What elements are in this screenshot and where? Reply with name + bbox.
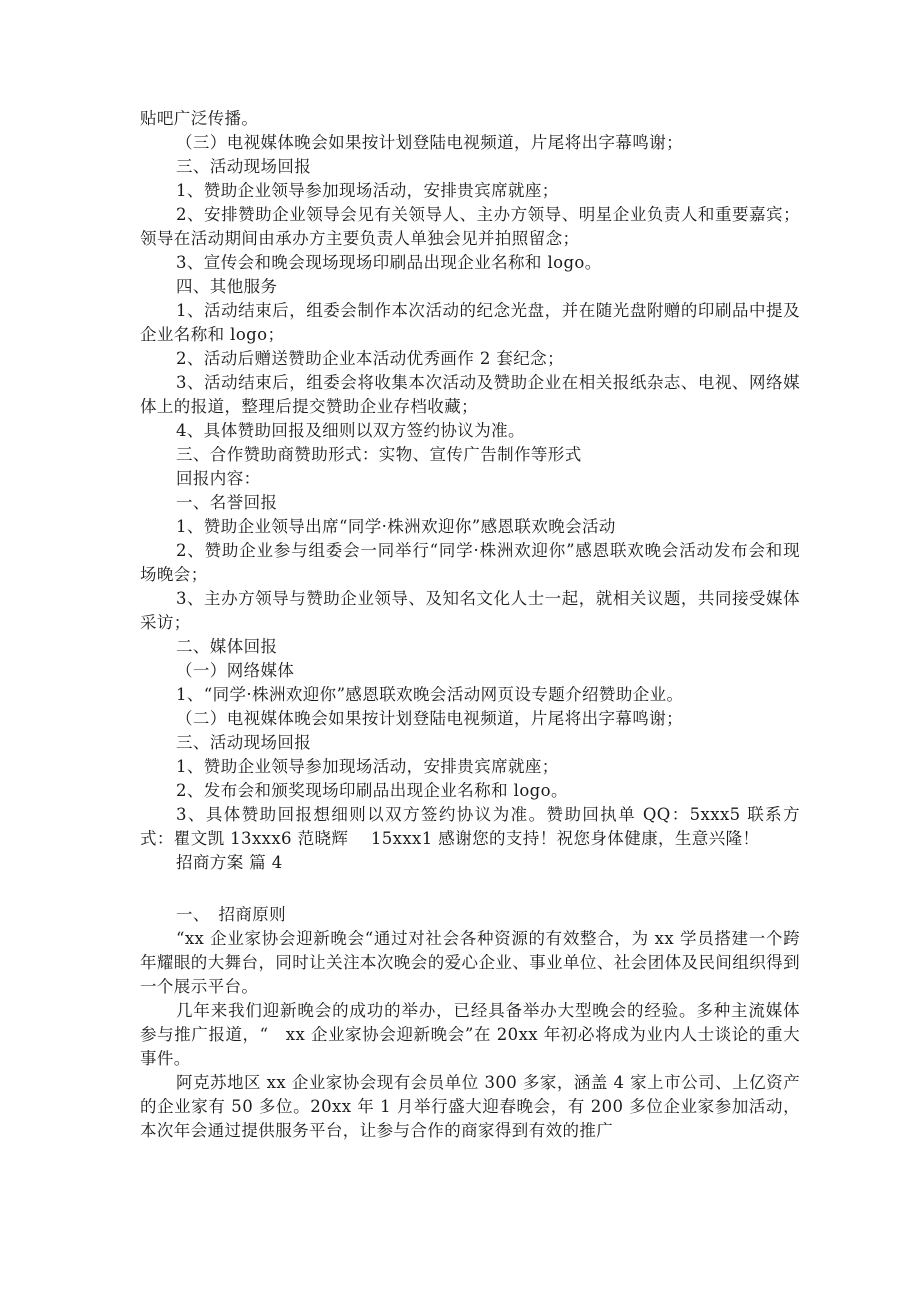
section-heading: 二、媒体回报: [176, 637, 278, 656]
section-heading: 三、活动现场回报: [176, 157, 312, 176]
section-heading: 四、其他服务: [176, 277, 278, 296]
paragraph: 1、赞助企业领导参加现场活动，安排贵宾席就座；: [176, 757, 559, 776]
paragraph: “xx 企业家协会迎新晚会“通过对社会各种资源的有效整合，为 xx 学员搭建一个跨年耀眼的大舞台，同时让关注本次晚会的爱心企业、事业单位、社会团体及民间组织得到一个展示平台。: [140, 929, 800, 996]
paragraph: （三）电视媒体晚会如果按计划登陆电视频道，片尾将出字幕鸣谢；: [176, 133, 683, 152]
section-heading: 三、活动现场回报: [176, 733, 312, 752]
paragraph: 1、“同学·株洲欢迎你”感恩联欢晚会活动网页设专题介绍赞助企业。: [176, 685, 684, 704]
paragraph: 3、具体赞助回报想细则以双方签约协议为准。赞助回执单 QQ：5xxx5 联系方式：瞿文凯 13xxx6 范晓辉 15xxx1 感谢您的支持！祝您身体健康，生意兴隆！: [140, 805, 800, 848]
paragraph: 几年来我们迎新晚会的成功的举办，已经具备举办大型晚会的经验。多种主流媒体参与推广报道，“ xx 企业家协会迎新晚会”在 20xx 年初必将成为业内人士谈论的重大事件。: [140, 1001, 800, 1068]
section-heading: 三、合作赞助商赞助形式：实物、宣传广告制作等形式: [176, 445, 582, 464]
paragraph: 2、安排赞助企业领导会见有关领导人、主办方领导、明星企业负责人和重要嘉宾；领导在活动期间由承办方主要负责人单独会见并拍照留念；: [140, 205, 800, 248]
paragraph: 2、赞助企业参与组委会一同举行“同学·株洲欢迎你”感恩联欢晚会活动发布会和现场晚会；: [140, 541, 800, 584]
chapter-title: 招商方案 篇 4: [176, 853, 283, 872]
paragraph: 1、活动结束后，组委会制作本次活动的纪念光盘，并在随光盘附赠的印刷品中提及企业名称和 logo；: [140, 301, 800, 344]
paragraph: 贴吧广泛传播。: [140, 109, 259, 128]
paragraph: 4、具体赞助回报及细则以双方签约协议为准。: [176, 421, 525, 440]
paragraph: 2、发布会和颁奖现场印刷品出现企业名称和 logo。: [176, 781, 568, 800]
section-heading: 一、 招商原则: [176, 905, 287, 924]
paragraph: 1、赞助企业领导出席“同学·株洲欢迎你”感恩联欢晚会活动: [176, 517, 616, 536]
paragraph: 2、活动后赠送赞助企业本活动优秀画作 2 套纪念；: [176, 349, 564, 368]
blank-line: [140, 875, 800, 903]
paragraph: 3、宣传会和晚会现场现场印刷品出现企业名称和 logo。: [176, 253, 602, 272]
sub-heading: （一）网络媒体: [176, 661, 295, 680]
paragraph: 1、赞助企业领导参加现场活动，安排贵宾席就座；: [176, 181, 559, 200]
paragraph: 3、活动结束后，组委会将收集本次活动及赞助企业在相关报纸杂志、电视、网络媒体上的报道，整理后提交赞助企业存档收藏；: [140, 373, 800, 416]
document-body: [140, 107, 800, 1143]
paragraph: 回报内容：: [176, 469, 261, 488]
paragraph: 3、主办方领导与赞助企业领导、及知名文化人士一起，就相关议题，共同接受媒体采访；: [140, 589, 800, 632]
section-heading: 一、名誉回报: [176, 493, 278, 512]
paragraph: 阿克苏地区 xx 企业家协会现有会员单位 300 多家，涵盖 4 家上市公司、上亿资产的企业家有 50 多位。20xx 年 1 月举行盛大迎春晚会，有 200 多位企业家参加活动，本次年会通过提供服务平台，让参与合作的商家得到有效的推广: [140, 1073, 800, 1140]
paragraph: （二）电视媒体晚会如果按计划登陆电视频道，片尾将出字幕鸣谢；: [176, 709, 683, 728]
